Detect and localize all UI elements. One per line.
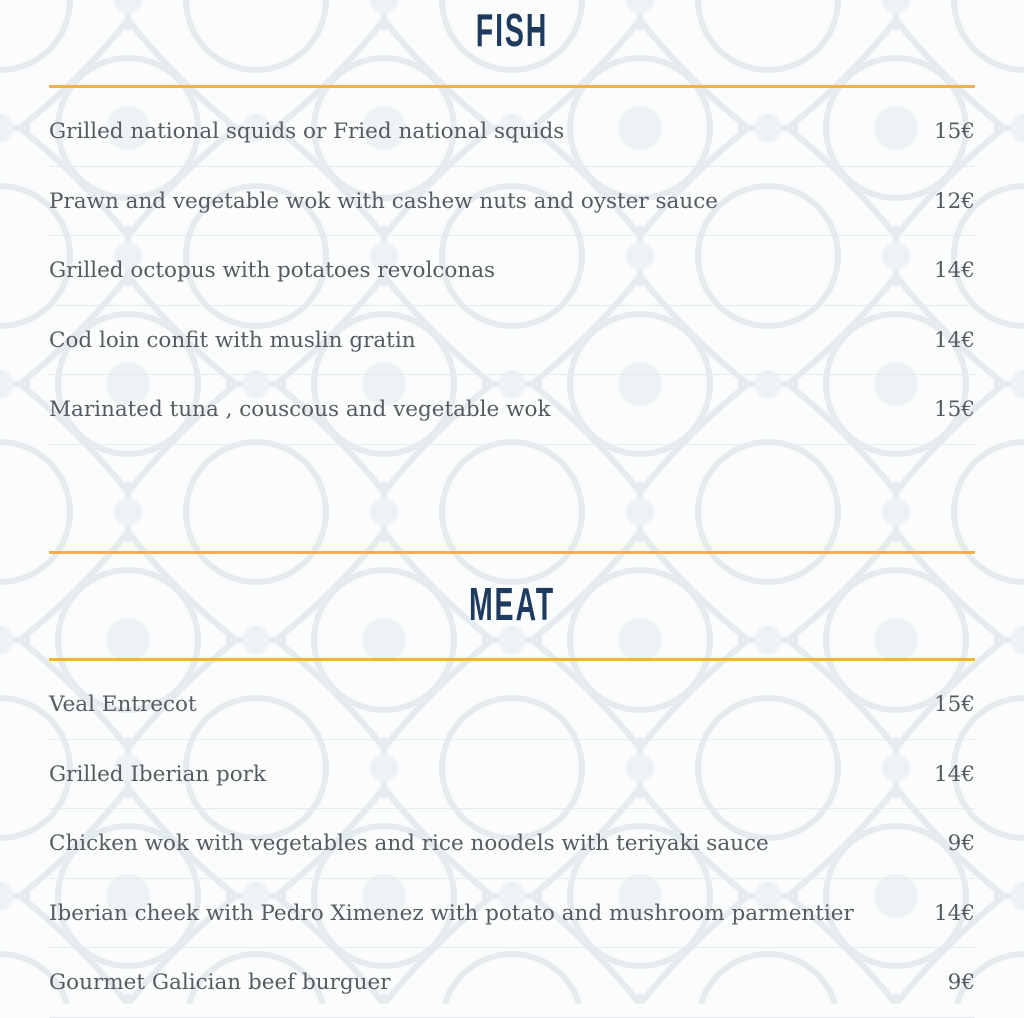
menu-item: [49, 306, 975, 376]
meat-item-list: [49, 670, 975, 1018]
meat-top-rule: [49, 551, 975, 554]
menu-item-price: 15€: [933, 397, 975, 422]
menu-item: [49, 97, 975, 167]
fish-title-rule: [49, 85, 975, 88]
menu-item: [49, 236, 975, 306]
menu-item: [49, 375, 975, 445]
menu-item: [49, 948, 975, 1018]
menu-item-name: Iberian cheek with Pedro Ximenez with potato and mushroom parmentier: [49, 900, 854, 926]
menu-item-name: Veal Entrecot: [49, 692, 197, 717]
menu-item-name: Grilled octopus with potatoes revolconas: [49, 258, 496, 283]
menu-item: [49, 167, 975, 237]
menu-item-name: Grilled national squids or Fried national squids: [49, 119, 565, 144]
meat-title-rule: [49, 658, 975, 661]
menu-item-price: 14€: [933, 258, 975, 283]
menu-item-name: Gourmet Galician beef burguer: [49, 970, 391, 995]
menu-item: [49, 879, 975, 949]
menu-item-name: Grilled Iberian pork: [49, 761, 267, 787]
menu-item-name: Marinated tuna , couscous and vegetable wok: [49, 397, 551, 422]
menu-item: [49, 809, 975, 879]
menu-item-price: 9€: [947, 831, 975, 856]
menu-item-price: 14€: [933, 761, 975, 787]
menu-item-name: Prawn and vegetable wok with cashew nuts and oyster sauce: [49, 188, 718, 214]
menu-item-price: 15€: [933, 119, 975, 144]
menu-item-price: 12€: [933, 188, 975, 214]
meat-section-title: MEAT: [468, 578, 556, 630]
menu-item-name: Cod loin confit with muslin gratin: [49, 327, 416, 353]
fish-item-list: [49, 97, 975, 445]
menu-item-price: 14€: [933, 900, 975, 926]
menu-item-price: 14€: [933, 327, 975, 353]
menu-item: [49, 740, 975, 810]
menu-item-price: 15€: [933, 692, 975, 717]
menu-item: [49, 670, 975, 740]
menu-item-name: Chicken wok with vegetables and rice noodels with teriyaki sauce: [49, 831, 769, 856]
fish-section-title: FISH: [475, 4, 549, 56]
menu-item-price: 9€: [947, 970, 975, 995]
